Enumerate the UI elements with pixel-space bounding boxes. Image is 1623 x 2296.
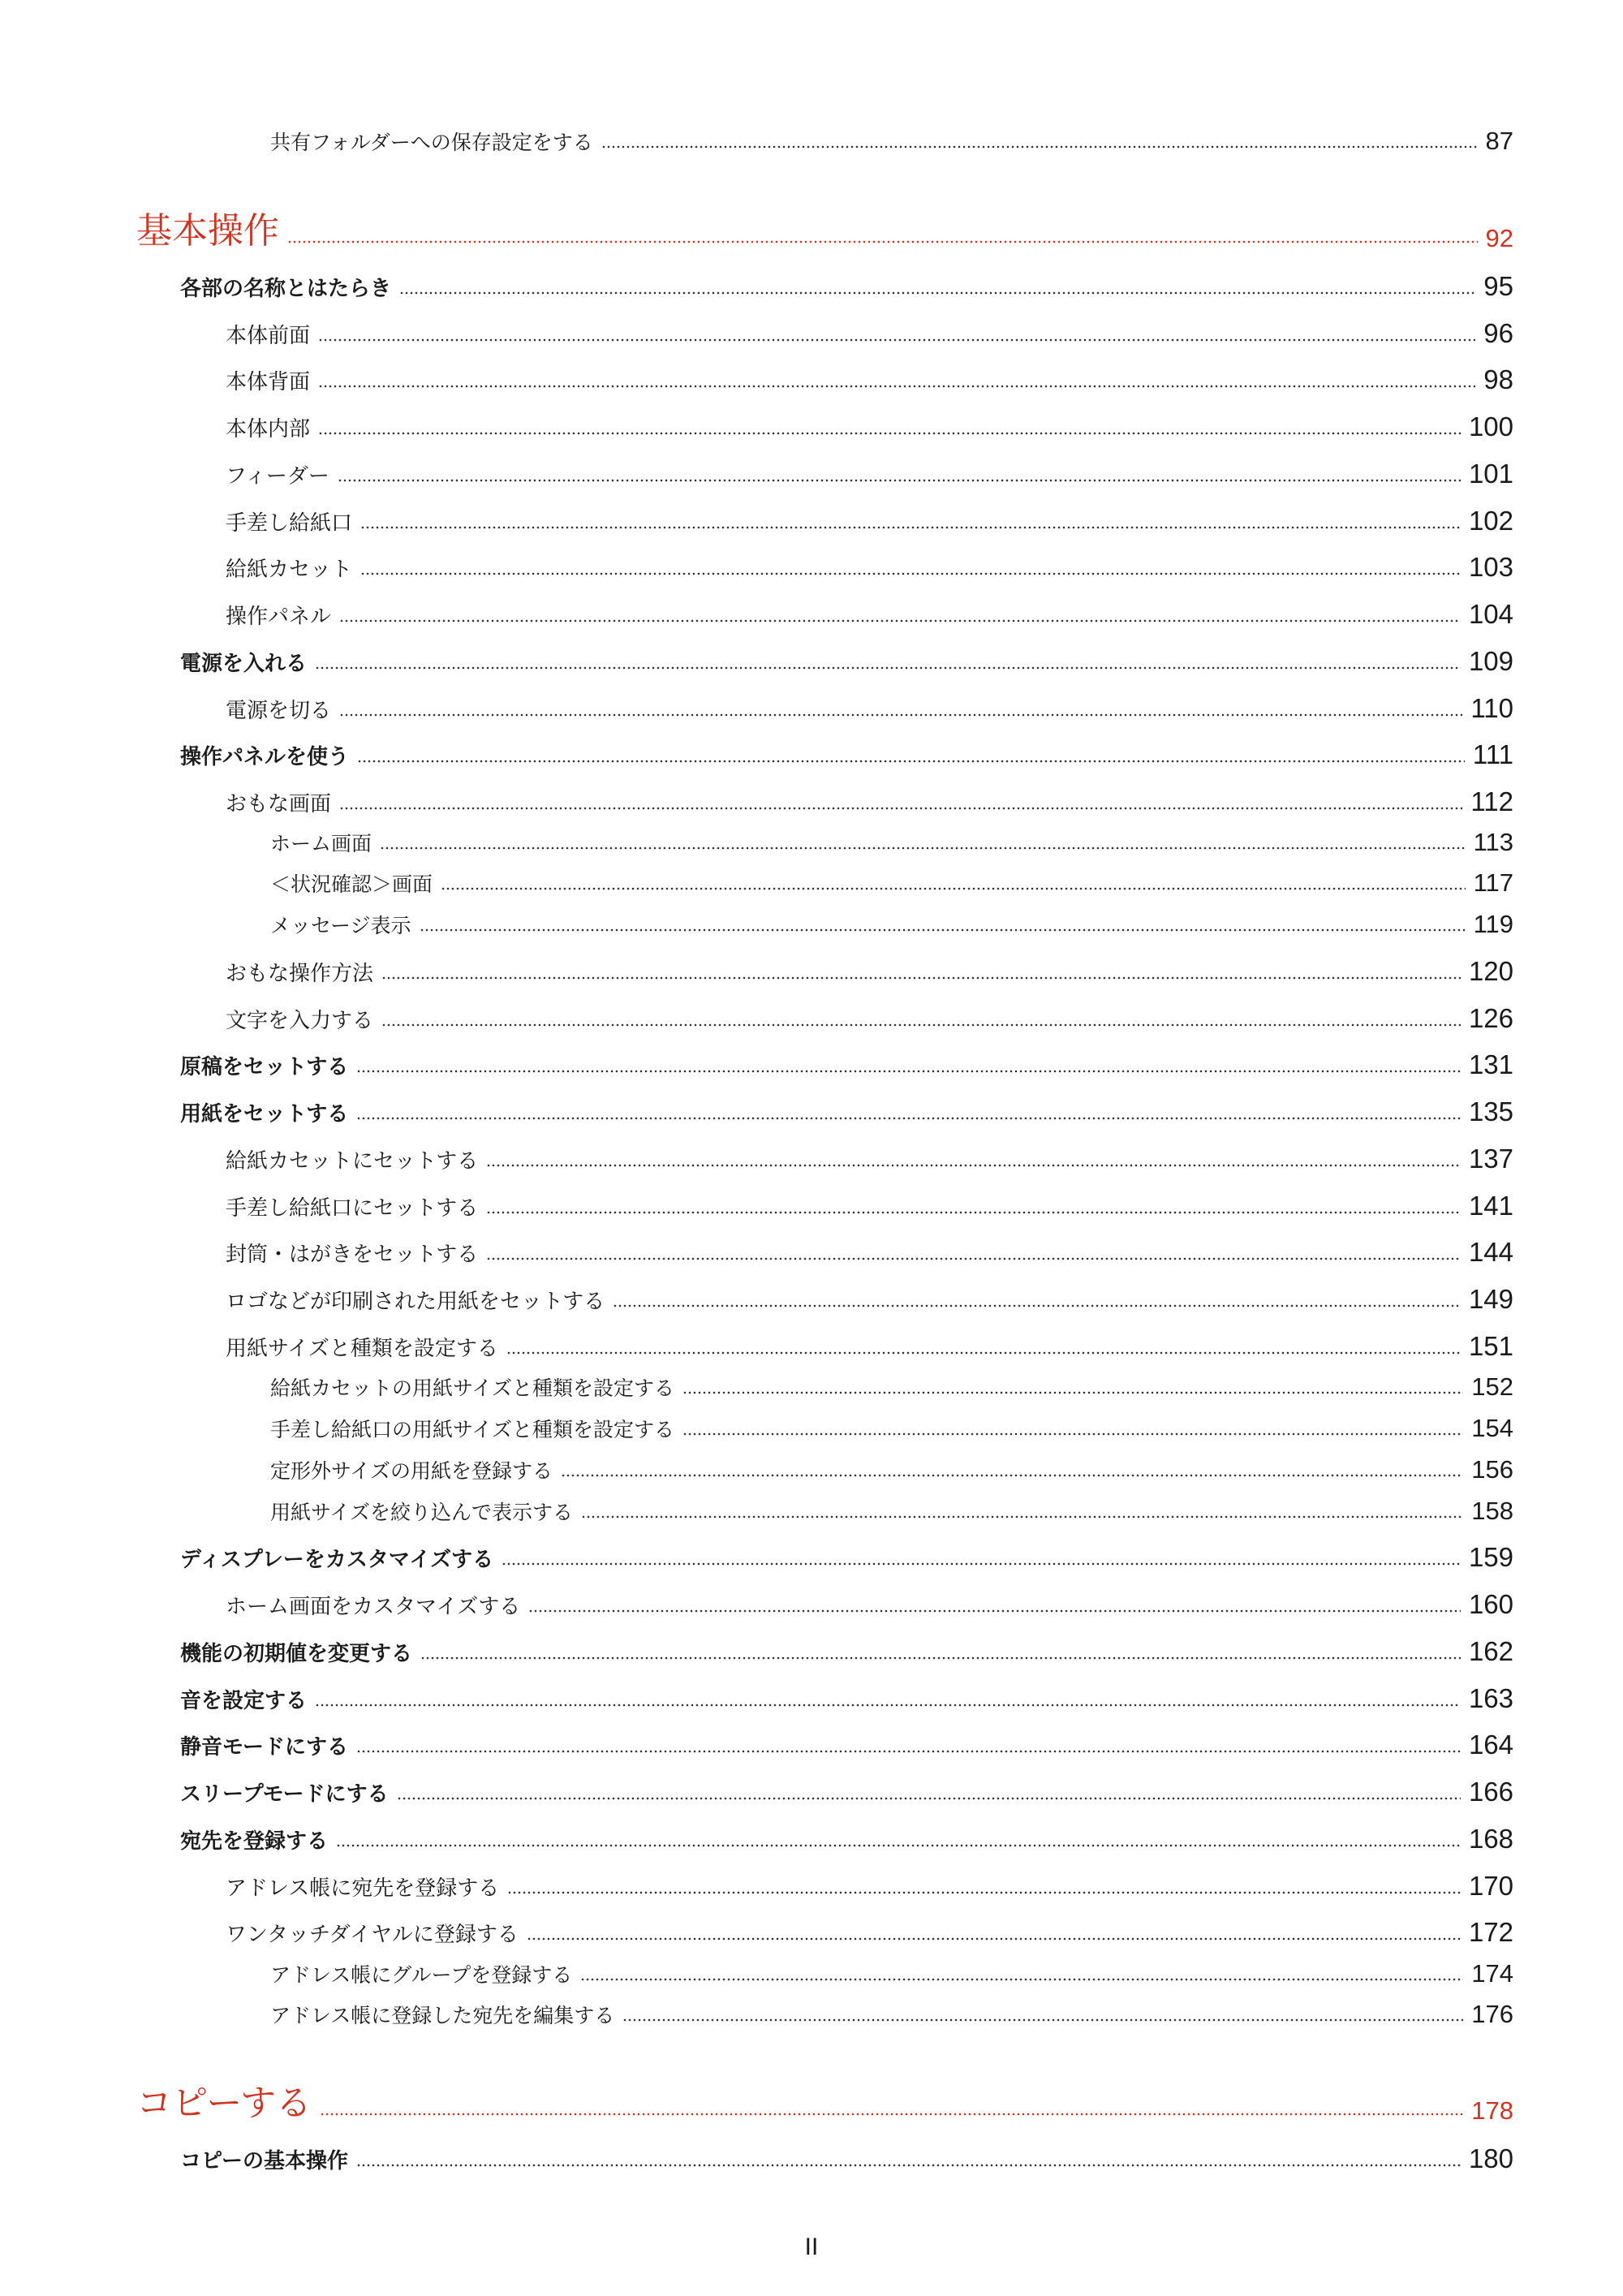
toc-entry-title: 各部の名称とはたらき bbox=[180, 277, 392, 301]
toc-entry-page: 144 bbox=[1468, 1237, 1513, 1267]
toc-entry-level1[interactable] bbox=[180, 1537, 1513, 1573]
toc-entry-title: 機能の初期値を変更する bbox=[180, 1642, 413, 1666]
toc-entry-page: 170 bbox=[1468, 1871, 1513, 1901]
dot-leader bbox=[622, 2018, 1463, 2022]
dot-leader bbox=[420, 1656, 1461, 1660]
dot-leader bbox=[339, 713, 1462, 717]
toc-entry-page: 162 bbox=[1468, 1636, 1513, 1666]
toc-entry-level3[interactable] bbox=[270, 1997, 1513, 2029]
dot-leader bbox=[357, 760, 1465, 763]
toc-entry-level2[interactable] bbox=[226, 407, 1513, 442]
toc-entry-title: 電源を入れる bbox=[180, 652, 308, 676]
dot-leader bbox=[527, 1937, 1461, 1941]
toc-entry-level1[interactable] bbox=[180, 266, 1513, 302]
dot-leader bbox=[441, 887, 1466, 890]
toc-entry-title: 給紙カセットにセットする bbox=[226, 1149, 479, 1174]
toc-entry-title: 宛先を登録する bbox=[180, 1829, 329, 1854]
toc-entry-title: アドレス帳に宛先を登録する bbox=[226, 1876, 500, 1901]
dot-leader bbox=[356, 1070, 1461, 1073]
chapter-page: 92 bbox=[1485, 224, 1513, 252]
dot-leader bbox=[682, 1391, 1463, 1394]
toc-entry-page: 180 bbox=[1468, 2143, 1513, 2173]
toc-entry-title: ロゴなどが印刷された用紙をセットする bbox=[226, 1290, 605, 1314]
toc-entry-title: アドレス帳にグループを登録する bbox=[270, 1963, 573, 1987]
toc-entry-page: 166 bbox=[1468, 1777, 1513, 1807]
dot-leader bbox=[380, 846, 1466, 850]
toc-entry-level3[interactable] bbox=[270, 1369, 1513, 1402]
dot-leader bbox=[613, 1304, 1461, 1307]
toc-entry-title: おもな操作方法 bbox=[226, 962, 374, 986]
dot-leader bbox=[336, 1844, 1461, 1847]
dot-leader bbox=[580, 1978, 1463, 1981]
toc-entry-title: 操作パネルを使う bbox=[180, 745, 350, 769]
dot-leader bbox=[356, 2164, 1461, 2167]
toc-entry-level2[interactable] bbox=[226, 688, 1513, 724]
toc-entry-page: 98 bbox=[1483, 364, 1513, 394]
toc-entry-level2[interactable] bbox=[226, 547, 1513, 583]
toc-entry-page: 111 bbox=[1472, 739, 1513, 769]
toc-entry-level1[interactable] bbox=[180, 1631, 1513, 1667]
toc-entry-level2[interactable] bbox=[226, 1326, 1513, 1362]
toc-entry-title: メッセージ表示 bbox=[270, 914, 411, 937]
dot-leader bbox=[287, 240, 1478, 243]
dot-leader bbox=[315, 1704, 1461, 1707]
toc-entry-page: 102 bbox=[1468, 506, 1513, 536]
toc-entry-page: 131 bbox=[1468, 1049, 1513, 1079]
toc-entry-title: ホーム画面をカスタマイズする bbox=[226, 1595, 521, 1619]
toc-entry-title: おもな画面 bbox=[226, 792, 332, 816]
toc-entry-level3[interactable] bbox=[270, 1956, 1513, 1988]
toc-entry-page: 141 bbox=[1468, 1191, 1513, 1221]
dot-leader bbox=[381, 976, 1461, 980]
toc-entry-level2[interactable] bbox=[226, 1866, 1513, 1902]
toc-entry-page: 163 bbox=[1468, 1683, 1513, 1713]
toc-entry-level2[interactable] bbox=[226, 360, 1513, 395]
toc-entry-level2[interactable] bbox=[226, 1584, 1513, 1620]
toc-entry-page: 120 bbox=[1468, 956, 1513, 986]
toc-entry-page: 164 bbox=[1468, 1730, 1513, 1760]
toc-entry-title: 本体前面 bbox=[226, 324, 311, 348]
toc-entry-title: 本体背面 bbox=[226, 370, 311, 394]
toc-entry-page: 110 bbox=[1470, 693, 1513, 723]
toc-entry-title: アドレス帳に登録した宛先を編集する bbox=[270, 2004, 615, 2027]
dot-leader bbox=[339, 807, 1462, 810]
toc-entry-title: 給紙カセット bbox=[226, 558, 353, 582]
toc-entry-level1[interactable] bbox=[180, 1678, 1513, 1714]
toc-entry-level3[interactable] bbox=[270, 825, 1513, 857]
dot-leader bbox=[601, 145, 1478, 149]
toc-entry-level2[interactable] bbox=[226, 454, 1513, 489]
page-number: II bbox=[804, 2234, 819, 2260]
toc-chapter-heading[interactable] bbox=[136, 201, 1513, 253]
toc-entry-level1[interactable] bbox=[180, 1725, 1513, 1760]
toc-entry-page: 151 bbox=[1468, 1331, 1513, 1361]
toc-entry-title: 封筒・はがきをセットする bbox=[226, 1243, 479, 1267]
toc-entry-level2[interactable] bbox=[226, 1186, 1513, 1221]
dot-leader bbox=[318, 338, 1475, 342]
toc-entry-page: 137 bbox=[1468, 1144, 1513, 1174]
toc-entry-page: 172 bbox=[1468, 1917, 1513, 1947]
toc-entry-level1[interactable] bbox=[180, 1819, 1513, 1854]
chapter-title: 基本操作 bbox=[136, 210, 279, 252]
chapter-page: 178 bbox=[1471, 2096, 1513, 2125]
toc-entry-level2[interactable] bbox=[226, 1232, 1513, 1268]
dot-leader bbox=[486, 1257, 1461, 1260]
dot-leader bbox=[486, 1211, 1461, 1214]
dot-leader bbox=[339, 619, 1461, 622]
toc-entry-title: 用紙をセットする bbox=[180, 1102, 349, 1126]
toc-entry-level2[interactable] bbox=[226, 501, 1513, 536]
toc-entry-title: 本体内部 bbox=[226, 417, 311, 442]
dot-leader bbox=[360, 572, 1461, 575]
toc-entry-page: 158 bbox=[1471, 1497, 1513, 1525]
toc-entry-level3[interactable] bbox=[270, 1411, 1513, 1443]
toc-entry-title: ＜状況確認＞画面 bbox=[270, 872, 433, 896]
toc-entry-title: 用紙サイズを絞り込んで表示する bbox=[270, 1501, 574, 1524]
toc-entry-title: ホーム画面 bbox=[270, 832, 372, 855]
toc-entry-level2[interactable] bbox=[226, 1279, 1513, 1315]
toc-entry-page: 156 bbox=[1471, 1455, 1513, 1484]
toc-entry-page: 154 bbox=[1471, 1414, 1513, 1442]
toc-entry-page: 126 bbox=[1468, 1003, 1513, 1033]
dot-leader bbox=[507, 1891, 1461, 1894]
toc-entry-page: 159 bbox=[1468, 1542, 1513, 1572]
dot-leader bbox=[360, 526, 1461, 529]
toc-entry-level2[interactable] bbox=[226, 951, 1513, 987]
dot-leader bbox=[318, 385, 1475, 388]
toc-entry-title: 電源を切る bbox=[226, 699, 332, 723]
toc-entry-level3[interactable] bbox=[270, 1452, 1513, 1484]
toc-entry-level1[interactable] bbox=[180, 1092, 1513, 1127]
dot-leader bbox=[561, 1474, 1463, 1477]
dot-leader bbox=[318, 432, 1461, 435]
toc-entry-page: 96 bbox=[1483, 318, 1513, 348]
toc-entry-title: 文字を入力する bbox=[226, 1009, 374, 1033]
toc-entry-page: 149 bbox=[1468, 1284, 1513, 1314]
toc-entry-title: 操作パネル bbox=[226, 605, 332, 629]
toc-entry-page: 104 bbox=[1468, 599, 1513, 629]
toc-entry-level3[interactable] bbox=[270, 123, 1513, 156]
dot-leader bbox=[420, 928, 1466, 932]
toc-entry-title: ワンタッチダイヤルに登録する bbox=[226, 1923, 519, 1947]
dot-leader bbox=[506, 1351, 1461, 1355]
dot-leader bbox=[315, 666, 1461, 670]
toc-entry-title: 共有フォルダーへの保存設定をする bbox=[270, 131, 593, 154]
toc-entry-title: 静音モードにする bbox=[180, 1735, 348, 1760]
toc-entry-title: 定形外サイズの用紙を登録する bbox=[270, 1459, 553, 1483]
toc-entry-level2[interactable] bbox=[226, 1139, 1513, 1174]
toc-entry-title: 音を設定する bbox=[180, 1689, 308, 1713]
toc-entry-page: 113 bbox=[1473, 828, 1513, 856]
toc-entry-page: 101 bbox=[1468, 459, 1513, 489]
chapter-title: コピーする bbox=[136, 2083, 312, 2124]
toc-entry-title: 原稿をセットする bbox=[180, 1055, 349, 1079]
toc-entry-title: ディスプレーをカスタマイズする bbox=[180, 1548, 494, 1572]
dot-leader bbox=[486, 1164, 1461, 1167]
toc-entry-level3[interactable] bbox=[270, 865, 1513, 898]
toc-entry-level2[interactable] bbox=[226, 594, 1513, 630]
toc-entry-page: 103 bbox=[1468, 552, 1513, 582]
toc-entry-level1[interactable] bbox=[180, 2139, 1513, 2174]
toc-entry-level3[interactable] bbox=[270, 907, 1513, 939]
toc-entry-title: フィーダー bbox=[226, 464, 329, 489]
toc-entry-page: 160 bbox=[1468, 1589, 1513, 1619]
dot-leader bbox=[682, 1432, 1463, 1436]
toc-entry-page: 176 bbox=[1471, 2000, 1513, 2028]
toc-entry-page: 112 bbox=[1470, 786, 1513, 816]
dot-leader bbox=[356, 1750, 1461, 1753]
toc-entry-page: 168 bbox=[1468, 1824, 1513, 1854]
dot-leader bbox=[381, 1023, 1461, 1027]
toc-entry-level1[interactable] bbox=[180, 734, 1513, 770]
dot-leader bbox=[399, 291, 1475, 295]
toc-entry-level1[interactable] bbox=[180, 1045, 1513, 1080]
toc-entry-page: 117 bbox=[1473, 868, 1513, 897]
dot-leader bbox=[338, 479, 1461, 482]
toc-entry-page: 152 bbox=[1471, 1372, 1513, 1401]
toc-entry-title: 手差し給紙口の用紙サイズと種類を設定する bbox=[270, 1418, 675, 1441]
toc-entry-page: 87 bbox=[1485, 127, 1513, 155]
dot-leader bbox=[356, 1117, 1461, 1120]
toc-entry-page: 119 bbox=[1473, 910, 1513, 938]
toc-chapter-heading[interactable] bbox=[136, 2074, 1513, 2126]
toc-entry-title: 手差し給紙口にセットする bbox=[226, 1196, 479, 1221]
toc-entry-level2[interactable] bbox=[226, 782, 1513, 817]
toc-entry-title: 給紙カセットの用紙サイズと種類を設定する bbox=[270, 1376, 675, 1400]
toc-entry-page: 135 bbox=[1468, 1096, 1513, 1126]
dot-leader bbox=[397, 1797, 1461, 1800]
dot-leader bbox=[320, 2113, 1463, 2116]
toc-entry-page: 95 bbox=[1483, 271, 1513, 301]
dot-leader bbox=[502, 1562, 1461, 1566]
toc-entry-level2[interactable] bbox=[226, 998, 1513, 1034]
toc-entry-page: 174 bbox=[1471, 1959, 1513, 1988]
toc-entry-title: 手差し給紙口 bbox=[226, 511, 353, 536]
toc-entry-page: 100 bbox=[1468, 411, 1513, 442]
dot-leader bbox=[581, 1515, 1463, 1518]
toc-entry-title: コピーの基本操作 bbox=[180, 2149, 348, 2173]
dot-leader bbox=[528, 1609, 1461, 1613]
toc-entry-page: 109 bbox=[1468, 646, 1513, 676]
toc-entry-level1[interactable] bbox=[180, 641, 1513, 677]
toc-entry-title: スリープモードにする bbox=[180, 1782, 389, 1807]
toc-entry-title: 用紙サイズと種類を設定する bbox=[226, 1337, 498, 1361]
toc-entry-level3[interactable] bbox=[270, 1493, 1513, 1526]
toc-entry-level1[interactable] bbox=[180, 1772, 1513, 1807]
toc-entry-level2[interactable] bbox=[226, 1912, 1513, 1948]
toc-entry-level2[interactable] bbox=[226, 313, 1513, 349]
